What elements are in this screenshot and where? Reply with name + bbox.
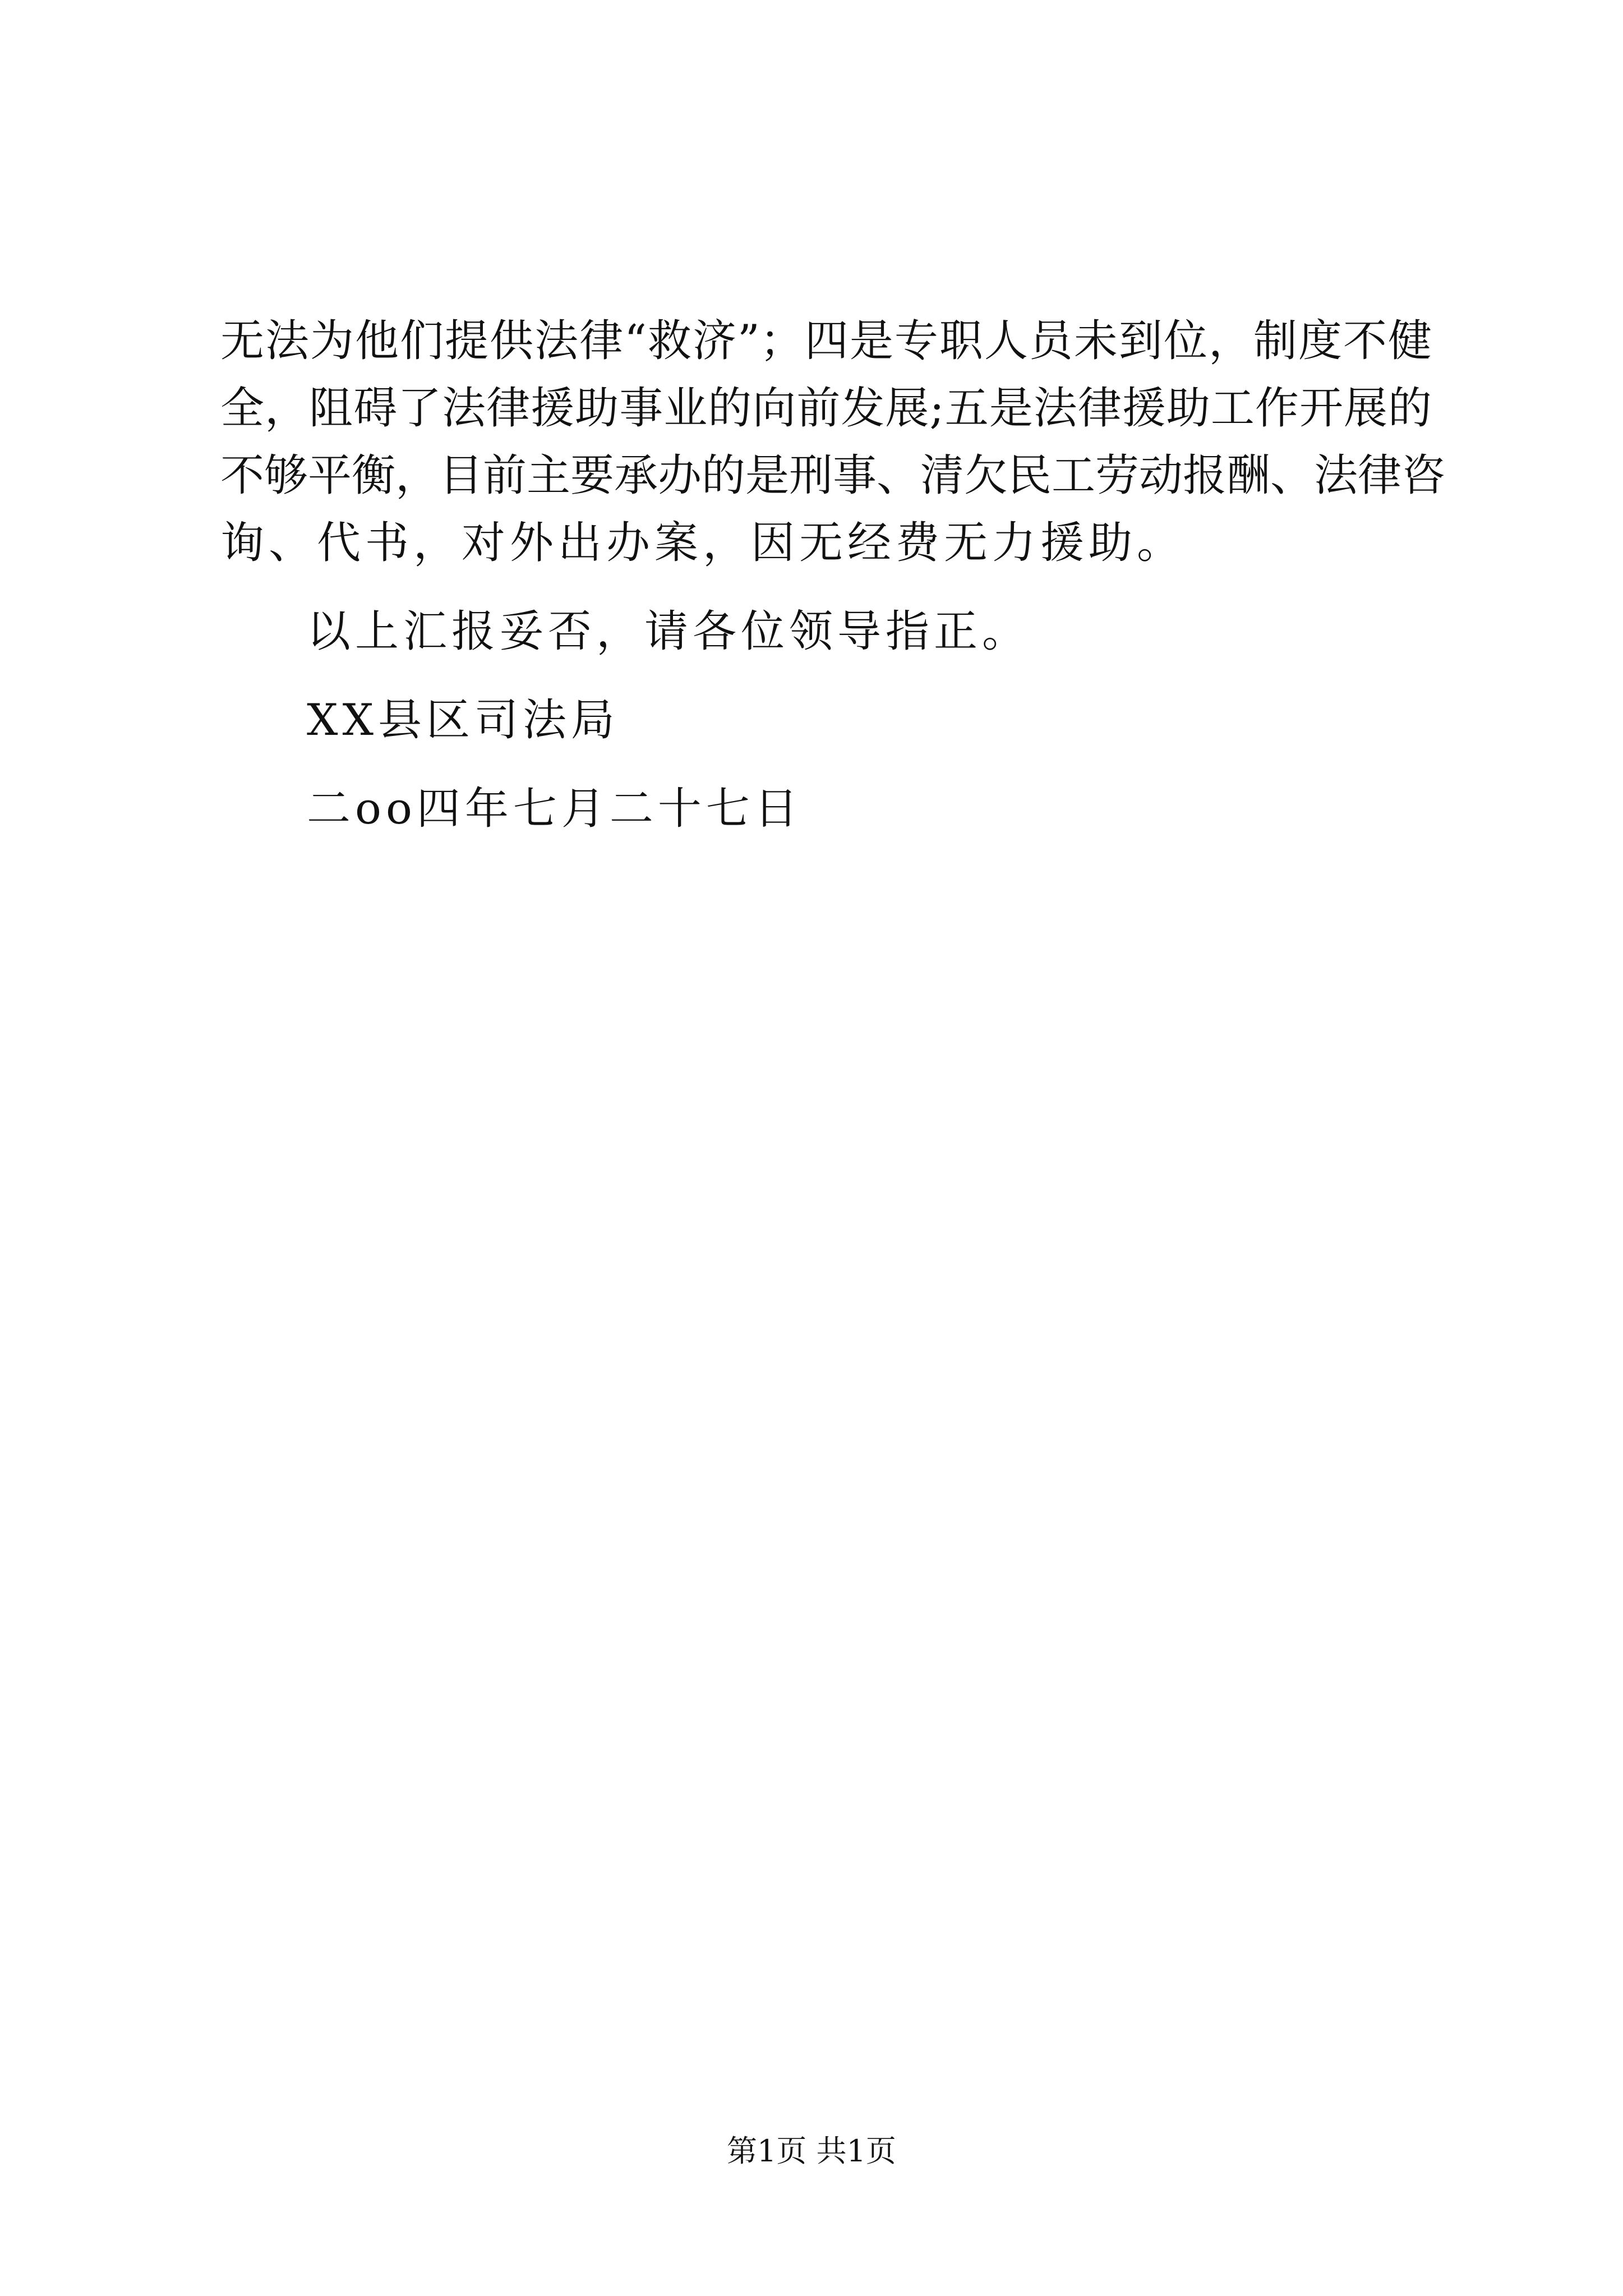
- paragraph-line-1: 无法为他们提供法律“救济”；四是专职人员未到位，制度不健: [220, 316, 1432, 366]
- signature-organization: XX县区司法局: [307, 695, 620, 746]
- closing-remark: 以上汇报妥否，请各位领导指正。: [307, 606, 1031, 657]
- paragraph-line-2: 全，阻碍了法律援助事业的向前发展;五是法律援助工作开展的: [220, 383, 1432, 434]
- document-body: [220, 307, 1446, 843]
- paragraph-line-4: 询、代书，对外出办案，因无经费无力援助。: [220, 518, 1186, 568]
- page-number-footer: 第1页 共1页: [727, 2133, 896, 2169]
- paragraph-line-3: 不够平衡，目前主要承办的是刑事、清欠民工劳动报酬、法律咨: [220, 450, 1446, 501]
- document-date: 二oo四年七月二十七日: [307, 784, 803, 834]
